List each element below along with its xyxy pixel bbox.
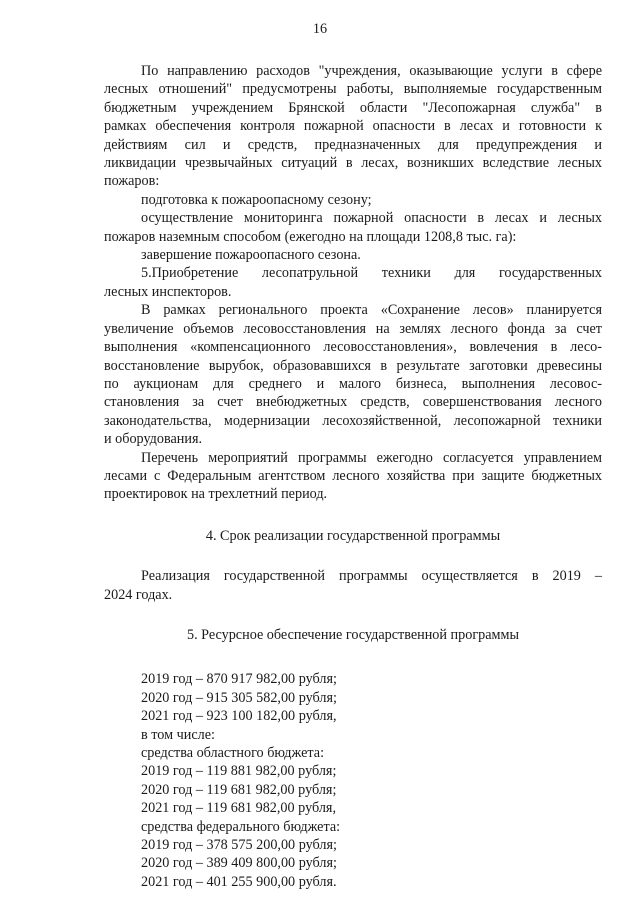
list-item-equipment — [104, 264, 602, 301]
funding-line: 2021 год – 401 255 900,00 рубля. — [141, 873, 337, 890]
text-line: и оборудования. — [104, 431, 203, 448]
text-line: становления за счет внебюджетных средств, совершенствования лесного — [104, 394, 602, 411]
text-line: восстановление вырубок, образовавшихся в результате заготовки древесины — [104, 357, 602, 374]
paragraph-implementation-period — [104, 567, 602, 604]
text-line: Перечень мероприятий программы ежегодно согласуется управлением — [141, 449, 602, 466]
text-line: лесных отношений" предусмотрены работы, выполняемые государственным — [104, 81, 602, 98]
text-line: лесами с Федеральным агентством лесного хозяйства при защите бюджетных — [104, 467, 602, 484]
text-line: бюджетным учреждением Брянской области "Лесопожарная служба" в — [104, 99, 602, 116]
text-line: лесных инспекторов. — [104, 283, 232, 300]
funding-line: средства областного бюджета: — [141, 745, 325, 761]
text-line: рамках обеспечения контроля пожарной опасности в лесах и готовности к — [104, 118, 602, 135]
section-heading-4: 4. Срок реализации государственной программы — [205, 527, 501, 544]
funding-line: 2019 год – 870 917 982,00 рубля; — [141, 671, 337, 688]
text-line: осуществление мониторинга пожарной опасности в лесах и лесных — [141, 210, 602, 227]
funding-line: 2019 год – 119 881 982,00 рубля; — [141, 763, 337, 780]
funding-line: средства федерального бюджета: — [141, 818, 341, 835]
funding-line: 2021 год – 923 100 182,00 рубля, — [141, 708, 337, 725]
text-line: пожаров наземным способом (ежегодно на площади 1208,8 тыс. га): — [104, 228, 517, 245]
text-line: действиям сил и средств, предназначенных для предупреждения и — [104, 136, 602, 153]
text-line: Реализация государственной программы осуществляется в 2019 – — [141, 568, 602, 585]
text-line: 2024 годах. — [104, 586, 173, 603]
funding-line: 2020 год – 915 305 582,00 рубля; — [141, 689, 337, 706]
funding-line: 2019 год – 378 575 200,00 рубля; — [141, 837, 337, 854]
text-line: В рамках регионального проекта «Сохранение лесов» планируется — [141, 302, 602, 319]
page-number: 16 — [312, 21, 328, 37]
text-line: увеличение объемов лесовосстановления на землях лесного фонда за счет — [104, 320, 602, 337]
section-heading-5: 5. Ресурсное обеспечение государственной программы — [186, 626, 520, 643]
text-line: 5.Приобретение лесопатрульной техники для государственных — [141, 265, 602, 282]
list-item-monitoring — [104, 209, 602, 246]
list-item-preparation: подготовка к пожароопасному сезону; — [141, 191, 372, 208]
text-line: проектировок на трехлетний период. — [104, 486, 328, 503]
funding-line: 2021 год – 119 681 982,00 рубля, — [141, 800, 337, 817]
text-line: выполнения «компенсационного лесовосстановления», вовлечения в лесо- — [104, 339, 602, 356]
paragraph-expenses — [104, 62, 602, 191]
text-line: законодательства, модернизации лесохозяйственной, лесопожарной техники — [104, 412, 602, 429]
paragraph-measures-list — [104, 449, 602, 504]
document-body — [104, 62, 602, 891]
funding-list — [104, 670, 602, 891]
paragraph-regional-project — [104, 301, 602, 448]
text-line: по аукционам для среднего и малого бизнеса, выполнения лесовос- — [104, 375, 602, 392]
text-line: ликвидации чрезвычайных ситуаций в лесах, возникших вследствие лесных — [104, 155, 602, 172]
funding-line: 2020 год – 389 409 800,00 рубля; — [141, 855, 337, 872]
list-item-completion: завершение пожароопасного сезона. — [141, 247, 361, 264]
funding-line: 2020 год – 119 681 982,00 рубля; — [141, 781, 337, 798]
text-line: пожаров: — [104, 173, 160, 190]
text-line: По направлению расходов "учреждения, оказывающие услуги в сфере — [141, 63, 602, 79]
funding-line: в том числе: — [141, 726, 215, 743]
